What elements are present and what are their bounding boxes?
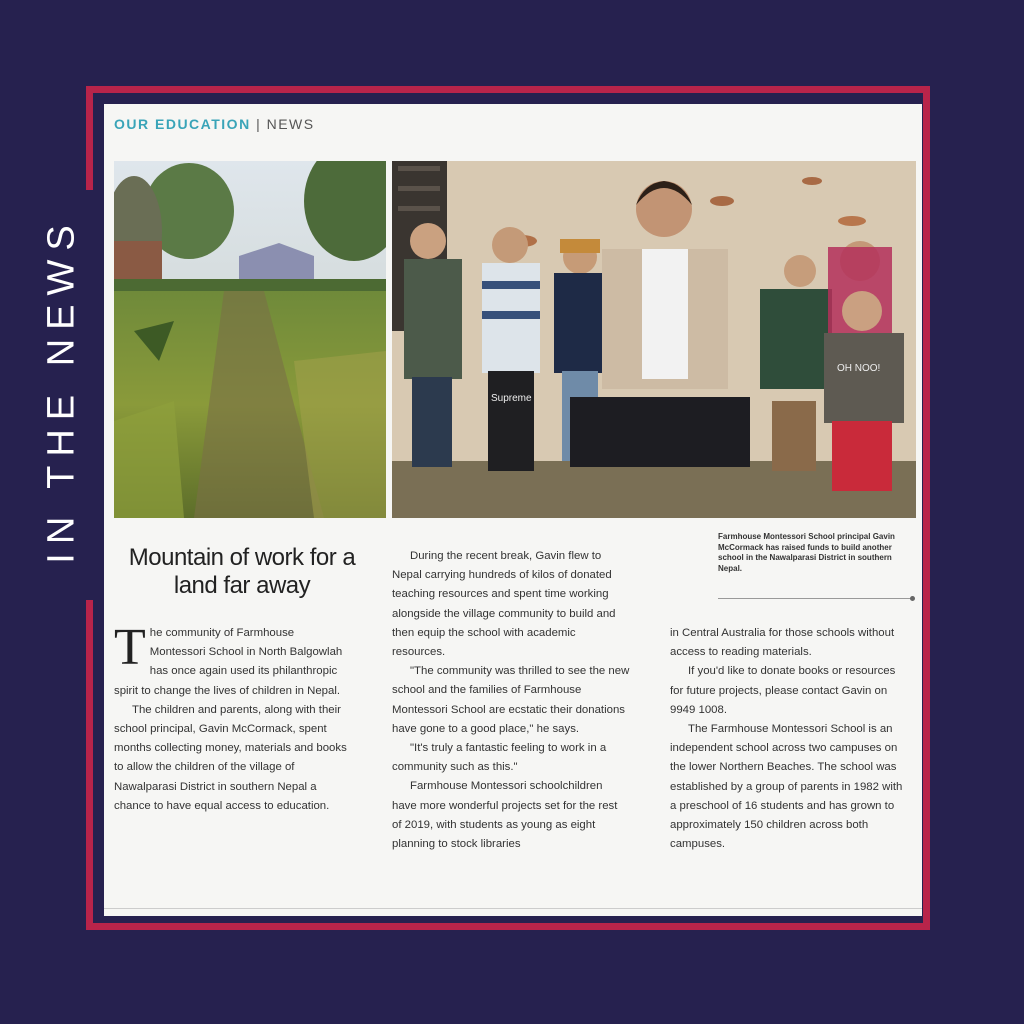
paragraph: "The community was thrilled to see the new school and the families of Farmhouse Montessori School are ecstatic their donations have gone to a good place," he says.: [392, 665, 630, 735]
paragraph: The children and parents, along with their school principal, Gavin McCormack, spent months collecting money, materials and books to allow the children of the village of Nawalparasi District in southern Nepal a chance to have equal access to education.: [114, 703, 347, 812]
paragraph: "It's truly a fantastic feeling to work in a community such as this.": [392, 742, 607, 774]
bottom-rule: [104, 908, 922, 909]
paragraph: in Central Australia for those schools without access to reading materials.: [670, 627, 895, 659]
paragraph: The community of Farmhouse Montessori School in North Balgowlah has once again used its philanthropic spirit to change the lives of children in Nepal.: [114, 619, 343, 697]
field-photo: [114, 161, 386, 518]
shirt-text-oh-noo: OH NOO!: [837, 363, 881, 374]
article-column-3: [670, 624, 908, 854]
article-column-1: [114, 619, 352, 816]
magazine-page: [104, 104, 922, 916]
header-separator: |: [256, 116, 262, 132]
article-column-2: [392, 547, 630, 854]
paragraph: Farmhouse Montessori schoolchildren have more wonderful projects set for the rest of 2019, with students as young as eight planning to stock libraries: [392, 780, 618, 851]
group-photo: [392, 161, 916, 518]
category-label: NEWS: [266, 116, 315, 132]
drop-cap: T: [114, 619, 146, 676]
shirt-text-supreme: Supreme: [491, 393, 532, 404]
section-header: [114, 116, 315, 132]
photo-caption: Farmhouse Montessori School principal Gavin McCormack has raised funds to build another school in the Nawalparasi District in southern Nepal.: [718, 532, 895, 573]
caption-rule: [718, 598, 914, 599]
paragraph: During the recent break, Gavin flew to Nepal carrying hundreds of kilos of donated teaching resources and spent time working alongside the village community to build and then equip the school with academic resources.: [392, 550, 616, 659]
side-title: IN THE NEWS: [40, 216, 83, 564]
section-label: OUR EDUCATION: [114, 116, 251, 132]
article-headline: Mountain of work for a land far away: [128, 544, 356, 599]
caption-dot: [910, 596, 915, 601]
paragraph: The Farmhouse Montessori School is an independent school across two campuses on the lower Northern Beaches. The school was established by a group of parents in 1982 with a preschool of 16 students and has grown to approximately 150 children across both campuses.: [670, 723, 903, 851]
paragraph: If you'd like to donate books or resources for future projects, please contact Gavin on 9949 1008.: [670, 665, 896, 716]
